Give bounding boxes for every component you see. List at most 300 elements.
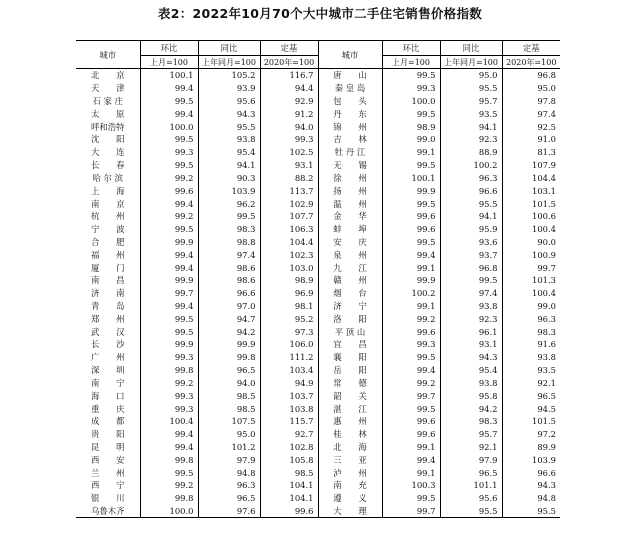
right-mom-cell: 99.6 (382, 210, 440, 223)
right-fixed-cell: 95.5 (502, 505, 560, 518)
right-yoy-cell: 94.3 (440, 351, 502, 364)
right-yoy-cell: 101.1 (440, 479, 502, 492)
right-mom-cell: 99.5 (382, 492, 440, 505)
right-yoy-cell: 93.8 (440, 300, 502, 313)
left-city-cell: 宁 波 (91, 224, 125, 235)
left-city-cell: 沈 阳 (91, 134, 125, 145)
left-yoy-cell: 97.6 (198, 505, 260, 518)
table-row (76, 197, 560, 210)
table-row (76, 133, 560, 146)
left-fixed-cell: 106.0 (260, 338, 318, 351)
left-mom-cell: 99.3 (140, 402, 198, 415)
right-fixed-cell: 107.9 (502, 159, 560, 172)
left-yoy-cell: 95.0 (198, 428, 260, 441)
right-mom-cell: 99.1 (382, 300, 440, 313)
left-fixed-cell: 104.1 (260, 479, 318, 492)
right-mom-cell: 99.0 (382, 133, 440, 146)
left-fixed-cell: 93.1 (260, 159, 318, 172)
right-yoy-cell: 92.3 (440, 312, 502, 325)
right-fixed-cell: 93.8 (502, 351, 560, 364)
right-fixed-cell: 91.6 (502, 338, 560, 351)
left-yoy-cell: 94.7 (198, 312, 260, 325)
left-yoy-cell: 97.0 (198, 300, 260, 313)
left-fixed-cell: 104.1 (260, 492, 318, 505)
right-yoy-cell: 96.5 (440, 466, 502, 479)
right-mom-cell: 99.5 (382, 402, 440, 415)
right-fixed-cell: 93.5 (502, 364, 560, 377)
left-yoy-cell: 96.3 (198, 479, 260, 492)
fixed-subheader: 2020年=100 (260, 56, 318, 69)
right-mom-cell: 99.3 (382, 82, 440, 95)
left-mom-cell: 99.9 (140, 338, 198, 351)
left-fixed-cell: 106.3 (260, 223, 318, 236)
table-row (76, 82, 560, 95)
left-yoy-cell: 93.9 (198, 82, 260, 95)
right-fixed-cell: 101.5 (502, 197, 560, 210)
left-city-cell: 银 川 (91, 493, 125, 504)
right-fixed-cell: 96.6 (502, 466, 560, 479)
right-mom-cell: 99.6 (382, 325, 440, 338)
left-mom-cell: 99.4 (140, 300, 198, 313)
left-fixed-cell: 103.7 (260, 389, 318, 402)
left-mom-cell: 99.5 (140, 325, 198, 338)
table-row (76, 300, 560, 313)
right-yoy-cell: 96.6 (440, 184, 502, 197)
left-fixed-cell: 102.8 (260, 441, 318, 454)
right-city-cell: 三 亚 (318, 453, 382, 466)
right-fixed-cell: 92.5 (502, 120, 560, 133)
right-mom-cell: 99.9 (382, 184, 440, 197)
right-mom-cell: 99.4 (382, 364, 440, 377)
left-mom-cell: 99.4 (140, 248, 198, 261)
right-fixed-cell: 96.8 (502, 69, 560, 82)
left-fixed-cell: 98.5 (260, 466, 318, 479)
right-city-cell: 洛 阳 (318, 312, 382, 325)
right-yoy-cell: 93.6 (440, 236, 502, 249)
right-yoy-cell: 100.2 (440, 159, 502, 172)
left-fixed-cell: 91.2 (260, 107, 318, 120)
left-fixed-cell: 94.9 (260, 377, 318, 390)
right-mom-cell: 99.1 (382, 441, 440, 454)
right-fixed-cell: 98.3 (502, 325, 560, 338)
right-city-cell: 无 锡 (318, 159, 382, 172)
right-fixed-cell: 96.5 (502, 389, 560, 402)
left-yoy-cell: 96.2 (198, 197, 260, 210)
right-yoy-cell: 92.3 (440, 133, 502, 146)
right-fixed-cell: 100.6 (502, 210, 560, 223)
left-yoy-cell: 98.5 (198, 389, 260, 402)
left-mom-cell: 99.8 (140, 364, 198, 377)
left-yoy-cell: 95.4 (198, 146, 260, 159)
left-city-cell: 南 昌 (91, 275, 125, 286)
right-city-cell: 徐 州 (318, 172, 382, 185)
left-yoy-cell: 99.8 (198, 351, 260, 364)
right-mom-cell: 99.6 (382, 415, 440, 428)
left-fixed-cell: 99.3 (260, 133, 318, 146)
table-row (76, 441, 560, 454)
right-mom-cell: 99.2 (382, 377, 440, 390)
left-yoy-cell: 94.0 (198, 377, 260, 390)
right-mom-cell: 99.5 (382, 236, 440, 249)
table-row (76, 338, 560, 351)
left-mom-cell: 99.9 (140, 236, 198, 249)
left-city-cell: 天 津 (91, 83, 125, 94)
left-fixed-cell: 111.2 (260, 351, 318, 364)
left-yoy-cell: 99.5 (198, 210, 260, 223)
left-yoy-cell: 98.6 (198, 261, 260, 274)
fixed-subheader: 2020年=100 (502, 56, 560, 69)
right-city-cell: 牡 丹 江 (318, 146, 382, 159)
table-row (76, 210, 560, 223)
left-fixed-cell: 103.0 (260, 261, 318, 274)
right-mom-cell: 100.3 (382, 479, 440, 492)
left-city-cell: 大 连 (91, 147, 125, 158)
right-mom-cell: 99.6 (382, 428, 440, 441)
right-fixed-cell: 104.4 (502, 172, 560, 185)
city-header: 城市 (318, 41, 382, 69)
left-mom-cell: 99.5 (140, 312, 198, 325)
table-row (76, 172, 560, 185)
right-fixed-cell: 97.2 (502, 428, 560, 441)
table-row (76, 236, 560, 249)
right-yoy-cell: 94.2 (440, 402, 502, 415)
right-mom-cell: 100.2 (382, 287, 440, 300)
left-yoy-cell: 94.1 (198, 159, 260, 172)
left-mom-cell: 99.2 (140, 479, 198, 492)
left-yoy-cell: 103.9 (198, 184, 260, 197)
left-fixed-cell: 102.5 (260, 146, 318, 159)
table-row (76, 466, 560, 479)
right-city-cell: 北 海 (318, 441, 382, 454)
left-fixed-cell: 104.4 (260, 236, 318, 249)
left-yoy-cell: 93.8 (198, 133, 260, 146)
right-city-cell: 大 理 (318, 505, 382, 518)
right-yoy-cell: 95.8 (440, 389, 502, 402)
table-row (76, 364, 560, 377)
left-city-cell: 郑 州 (91, 313, 125, 324)
right-mom-cell: 99.2 (382, 312, 440, 325)
table-row (76, 274, 560, 287)
left-yoy-cell: 98.6 (198, 274, 260, 287)
left-city-cell: 上 海 (91, 185, 125, 196)
right-fixed-cell: 99.0 (502, 300, 560, 313)
fixed-header: 定基 (260, 41, 318, 56)
left-city-cell: 武 汉 (91, 326, 125, 337)
table-row (76, 453, 560, 466)
table-row (76, 69, 560, 82)
left-fixed-cell: 98.1 (260, 300, 318, 313)
right-fixed-cell: 90.0 (502, 236, 560, 249)
right-city-cell: 烟 台 (318, 287, 382, 300)
city-header: 城市 (76, 41, 140, 69)
right-city-cell: 惠 州 (318, 415, 382, 428)
right-fixed-cell: 100.4 (502, 287, 560, 300)
right-fixed-cell: 96.3 (502, 312, 560, 325)
right-mom-cell: 100.0 (382, 95, 440, 108)
left-mom-cell: 99.4 (140, 428, 198, 441)
left-city-cell: 乌鲁木齐 (76, 505, 140, 518)
right-city-cell: 丹 东 (318, 107, 382, 120)
right-mom-cell: 99.5 (382, 197, 440, 210)
table-row (76, 389, 560, 402)
right-mom-cell: 98.9 (382, 120, 440, 133)
left-mom-cell: 99.7 (140, 287, 198, 300)
left-city-cell: 哈 尔 滨 (92, 172, 123, 183)
right-yoy-cell: 88.9 (440, 146, 502, 159)
right-city-cell: 遵 义 (318, 492, 382, 505)
left-mom-cell: 99.5 (140, 133, 198, 146)
table-row (76, 402, 560, 415)
right-mom-cell: 99.9 (382, 274, 440, 287)
left-mom-cell: 99.2 (140, 377, 198, 390)
right-city-cell: 泉 州 (318, 248, 382, 261)
left-yoy-cell: 97.9 (198, 453, 260, 466)
table-row (76, 287, 560, 300)
right-yoy-cell: 96.8 (440, 261, 502, 274)
left-mom-cell: 99.4 (140, 441, 198, 454)
right-fixed-cell: 92.1 (502, 377, 560, 390)
right-mom-cell: 99.4 (382, 248, 440, 261)
right-yoy-cell: 95.4 (440, 364, 502, 377)
left-yoy-cell: 101.2 (198, 441, 260, 454)
left-fixed-cell: 88.2 (260, 172, 318, 185)
left-city-cell: 福 州 (91, 249, 125, 260)
right-city-cell: 扬 州 (318, 184, 382, 197)
left-city-cell: 青 岛 (91, 301, 125, 312)
right-mom-cell: 99.1 (382, 261, 440, 274)
left-fixed-cell: 95.2 (260, 312, 318, 325)
table-row (76, 351, 560, 364)
left-mom-cell: 99.5 (140, 466, 198, 479)
left-city-cell: 长 春 (91, 160, 125, 171)
mom-header: 环比 (382, 41, 440, 56)
right-fixed-cell: 100.4 (502, 223, 560, 236)
yoy-header: 同比 (440, 41, 502, 56)
right-city-cell: 襄 阳 (318, 351, 382, 364)
left-yoy-cell: 94.2 (198, 325, 260, 338)
right-city-cell: 包 头 (318, 95, 382, 108)
left-city-cell: 南 宁 (91, 377, 125, 388)
left-mom-cell: 99.3 (140, 389, 198, 402)
left-mom-cell: 99.2 (140, 172, 198, 185)
right-fixed-cell: 100.9 (502, 248, 560, 261)
price-index-table (76, 40, 560, 518)
left-mom-cell: 99.5 (140, 95, 198, 108)
right-city-cell: 湛 江 (318, 402, 382, 415)
left-fixed-cell: 105.8 (260, 453, 318, 466)
right-fixed-cell: 103.9 (502, 453, 560, 466)
right-city-cell: 唐 山 (318, 69, 382, 82)
mom-header: 环比 (140, 41, 198, 56)
left-fixed-cell: 107.7 (260, 210, 318, 223)
right-fixed-cell: 94.8 (502, 492, 560, 505)
right-mom-cell: 100.1 (382, 172, 440, 185)
left-mom-cell: 99.6 (140, 184, 198, 197)
right-fixed-cell: 91.0 (502, 133, 560, 146)
yoy-subheader: 上年同月=100 (198, 56, 260, 69)
left-yoy-cell: 98.8 (198, 236, 260, 249)
right-fixed-cell: 97.4 (502, 107, 560, 120)
left-mom-cell: 99.2 (140, 210, 198, 223)
left-fixed-cell: 94.0 (260, 120, 318, 133)
left-city-cell: 太 原 (91, 108, 125, 119)
left-city-cell: 重 庆 (91, 403, 125, 414)
left-mom-cell: 99.9 (140, 274, 198, 287)
yoy-subheader: 上年同月=100 (440, 56, 502, 69)
right-mom-cell: 99.5 (382, 351, 440, 364)
right-fixed-cell: 95.0 (502, 82, 560, 95)
right-mom-cell: 99.5 (382, 159, 440, 172)
left-fixed-cell: 92.7 (260, 428, 318, 441)
right-fixed-cell: 101.5 (502, 415, 560, 428)
left-yoy-cell: 96.5 (198, 364, 260, 377)
right-city-cell: 宜 昌 (318, 338, 382, 351)
right-mom-cell: 99.1 (382, 466, 440, 479)
table-row (76, 159, 560, 172)
left-mom-cell: 100.0 (140, 120, 198, 133)
table-row (76, 146, 560, 159)
right-yoy-cell: 94.1 (440, 210, 502, 223)
left-city-cell: 杭 州 (91, 211, 125, 222)
table-header (76, 41, 560, 69)
table-row (76, 223, 560, 236)
right-city-cell: 济 宁 (318, 300, 382, 313)
right-fixed-cell: 97.8 (502, 95, 560, 108)
table-row (76, 428, 560, 441)
left-yoy-cell: 97.4 (198, 248, 260, 261)
right-city-cell: 赣 州 (318, 274, 382, 287)
right-yoy-cell: 95.0 (440, 69, 502, 82)
right-yoy-cell: 93.8 (440, 377, 502, 390)
left-city-cell: 西 安 (91, 454, 125, 465)
left-mom-cell: 100.4 (140, 415, 198, 428)
mom-subheader: 上月=100 (140, 56, 198, 69)
right-city-cell: 秦 皇 岛 (318, 82, 382, 95)
left-mom-cell: 99.4 (140, 197, 198, 210)
left-city-cell: 厦 门 (91, 262, 125, 273)
table-title: 表2：2022年10月70个大中城市二手住宅销售价格指数 (157, 6, 483, 21)
left-city-cell: 广 州 (91, 352, 125, 363)
right-yoy-cell: 95.7 (440, 95, 502, 108)
left-yoy-cell: 94.8 (198, 466, 260, 479)
right-yoy-cell: 99.5 (440, 274, 502, 287)
left-city-cell: 合 肥 (91, 236, 125, 247)
right-fixed-cell: 81.3 (502, 146, 560, 159)
left-fixed-cell: 103.8 (260, 402, 318, 415)
left-city-cell: 海 口 (91, 390, 125, 401)
right-city-cell: 金 华 (318, 210, 382, 223)
right-mom-cell: 99.5 (382, 107, 440, 120)
left-yoy-cell: 107.5 (198, 415, 260, 428)
left-fixed-cell: 94.4 (260, 82, 318, 95)
left-yoy-cell: 94.3 (198, 107, 260, 120)
right-fixed-cell: 99.7 (502, 261, 560, 274)
left-fixed-cell: 116.7 (260, 69, 318, 82)
left-fixed-cell: 96.9 (260, 287, 318, 300)
left-mom-cell: 99.8 (140, 492, 198, 505)
table-row (76, 492, 560, 505)
left-city-cell: 长 沙 (91, 339, 125, 350)
table-row (76, 248, 560, 261)
left-yoy-cell: 95.5 (198, 120, 260, 133)
right-yoy-cell: 94.1 (440, 120, 502, 133)
left-fixed-cell: 115.7 (260, 415, 318, 428)
left-mom-cell: 99.3 (140, 146, 198, 159)
right-city-cell: 南 充 (318, 479, 382, 492)
right-city-cell: 吉 林 (318, 133, 382, 146)
table-row (76, 325, 560, 338)
right-fixed-cell: 94.5 (502, 402, 560, 415)
left-yoy-cell: 98.3 (198, 223, 260, 236)
left-city-cell: 呼和浩特 (91, 121, 125, 132)
left-yoy-cell: 99.9 (198, 338, 260, 351)
right-city-cell: 蚌 埠 (318, 223, 382, 236)
left-yoy-cell: 105.2 (198, 69, 260, 82)
left-fixed-cell: 98.9 (260, 274, 318, 287)
right-fixed-cell: 101.3 (502, 274, 560, 287)
left-city-cell: 成 都 (91, 416, 125, 427)
right-yoy-cell: 95.5 (440, 505, 502, 518)
left-mom-cell: 99.4 (140, 261, 198, 274)
left-mom-cell: 99.8 (140, 453, 198, 466)
right-city-cell: 安 庆 (318, 236, 382, 249)
left-mom-cell: 99.5 (140, 223, 198, 236)
left-city-cell: 深 圳 (91, 365, 125, 376)
right-mom-cell: 99.6 (382, 223, 440, 236)
table-row (76, 415, 560, 428)
right-mom-cell: 99.7 (382, 505, 440, 518)
left-mom-cell: 99.3 (140, 351, 198, 364)
table-row (76, 312, 560, 325)
right-city-cell: 锦 州 (318, 120, 382, 133)
right-city-cell: 岳 阳 (318, 364, 382, 377)
left-mom-cell: 99.4 (140, 82, 198, 95)
right-yoy-cell: 93.1 (440, 338, 502, 351)
right-yoy-cell: 96.3 (440, 172, 502, 185)
right-yoy-cell: 97.4 (440, 287, 502, 300)
left-city-cell: 昆 明 (91, 441, 125, 452)
right-mom-cell: 99.7 (382, 389, 440, 402)
right-city-cell: 韶 关 (318, 389, 382, 402)
right-mom-cell: 99.4 (382, 453, 440, 466)
table-row (76, 505, 560, 518)
right-yoy-cell: 95.7 (440, 428, 502, 441)
right-yoy-cell: 96.1 (440, 325, 502, 338)
left-city-cell: 西 宁 (91, 480, 125, 491)
right-fixed-cell: 94.3 (502, 479, 560, 492)
left-mom-cell: 99.4 (140, 107, 198, 120)
left-yoy-cell: 98.5 (198, 402, 260, 415)
table-row (76, 377, 560, 390)
left-city-cell: 石 家 庄 (92, 96, 123, 107)
right-city-cell: 泸 州 (318, 466, 382, 479)
right-fixed-cell: 89.9 (502, 441, 560, 454)
right-yoy-cell: 98.3 (440, 415, 502, 428)
right-fixed-cell: 103.1 (502, 184, 560, 197)
right-yoy-cell: 95.5 (440, 82, 502, 95)
left-city-cell: 北 京 (91, 70, 125, 81)
right-yoy-cell: 95.6 (440, 492, 502, 505)
left-yoy-cell: 96.6 (198, 287, 260, 300)
fixed-header: 定基 (502, 41, 560, 56)
right-city-cell: 温 州 (318, 197, 382, 210)
left-fixed-cell: 99.6 (260, 505, 318, 518)
right-mom-cell: 99.3 (382, 338, 440, 351)
right-city-cell: 桂 林 (318, 428, 382, 441)
left-fixed-cell: 102.3 (260, 248, 318, 261)
left-fixed-cell: 103.4 (260, 364, 318, 377)
left-city-cell: 济 南 (91, 288, 125, 299)
